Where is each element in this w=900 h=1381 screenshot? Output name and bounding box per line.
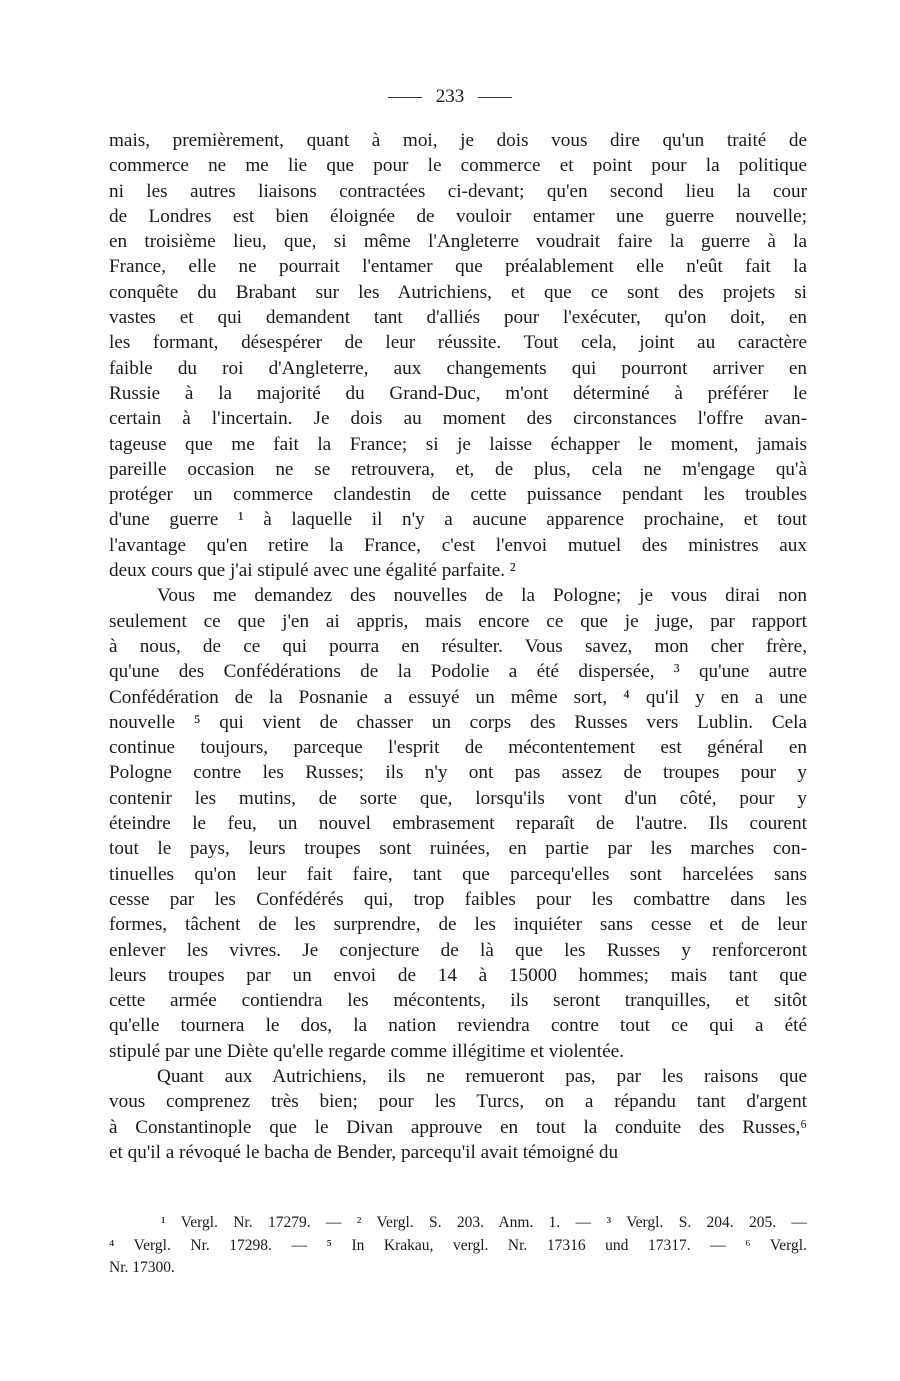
text-line: à nous, de ce qui pourra en résulter. Vous savez, mon cher frère,: [109, 635, 807, 657]
text-line: formes, tâchent de les surprendre, de les inquiéter sans cesse et de leur: [109, 914, 807, 936]
text-line: cette armée contiendra les mécontents, ils seront tranquilles, et sitôt: [109, 990, 807, 1012]
text-line: et qu'il a révoqué le bacha de Bender, parcequ'il avait témoigné du: [109, 1141, 619, 1163]
text-line: continue toujours, parceque l'esprit de mécontentement est général en: [109, 737, 807, 759]
text-line: leurs troupes par un envoi de 14 à 15000 hommes; mais tant que: [109, 964, 807, 986]
text-line: tout le pays, leurs troupes sont ruinées, en partie par les marches con-: [109, 838, 807, 860]
text-line: Quant aux Autrichiens, ils ne remueront pas, par les raisons que: [157, 1065, 807, 1087]
text-line: de Londres est bien éloignée de vouloir entamer une guerre nouvelle;: [109, 205, 807, 227]
text-line: stipulé par une Diète qu'elle regarde comme illégitime et violentée.: [109, 1040, 624, 1062]
footnotes: [109, 1212, 807, 1280]
text-line: qu'elle tournera le dos, la nation reviendra contre tout ce qui a été: [109, 1015, 807, 1037]
text-line: les formant, désespérer de leur réussite. Tout cela, joint au caractère: [109, 332, 807, 354]
text-line: commerce ne me lie que pour le commerce et point pour la politique: [109, 155, 807, 177]
page-number: 233: [435, 86, 465, 107]
header-rule-right: [478, 97, 512, 98]
footnote-line: ⁴ Vergl. Nr. 17298. — ⁵ In Krakau, vergl. Nr. 17316 und 17317. — ⁶ Vergl.: [109, 1236, 807, 1254]
text-line: nouvelle ⁵ qui vient de chasser un corps des Russes vers Lublin. Cela: [109, 711, 807, 733]
text-line: d'une guerre ¹ à laquelle il n'y a aucune apparence prochaine, et tout: [109, 509, 807, 531]
page-header: [0, 86, 900, 112]
text-line: ni les autres liaisons contractées ci-devant; qu'en second lieu la cour: [109, 180, 807, 202]
footnote-line: Nr. 17300.: [109, 1259, 175, 1276]
text-line: vous comprenez très bien; pour les Turcs, on a répandu tant d'argent: [109, 1091, 807, 1113]
text-line: France, elle ne pourrait l'entamer que préalablement elle n'eût fait la: [109, 256, 807, 278]
text-line: Russie à la majorité du Grand-Duc, m'ont déterminé à préférer le: [109, 382, 807, 404]
text-line: mais, premièrement, quant à moi, je dois vous dire qu'un traité de: [109, 130, 807, 151]
text-line: deux cours que j'ai stipulé avec une égalité parfaite. ²: [109, 560, 516, 582]
text-line: qu'une des Confédérations de la Podolie a été dispersée, ³ qu'une autre: [109, 661, 807, 683]
text-line: Vous me demandez des nouvelles de la Pologne; je vous dirai non: [157, 585, 807, 607]
text-line: Pologne contre les Russes; ils n'y ont pas assez de troupes pour y: [109, 762, 807, 784]
text-line: pareille occasion ne se retrouvera, et, de plus, cela ne m'engage qu'à: [109, 458, 807, 480]
text-line: vastes et qui demandent tant d'alliés pour l'exécuter, qu'on doit, en: [109, 307, 807, 329]
text-line: Confédération de la Posnanie a essuyé un même sort, ⁴ qu'il y en a une: [109, 686, 807, 708]
text-line: faible du roi d'Angleterre, aux changements qui pourront arriver en: [109, 357, 807, 379]
text-line: à Constantinople que le Divan approuve en tout la conduite des Russes,⁶: [109, 1116, 807, 1138]
header-rule-left: [388, 97, 422, 98]
text-line: tageuse que me fait la France; si je laisse échapper le moment, jamais: [109, 433, 807, 455]
text-line: protéger un commerce clandestin de cette puissance pendant les troubles: [109, 484, 807, 506]
text-line: l'avantage qu'en retire la France, c'est l'envoi mutuel des ministres aux: [109, 534, 807, 556]
text-line: enlever les vivres. Je conjecture de là que les Russes y renforceront: [109, 939, 807, 961]
text-line: cesse par les Confédérés qui, trop faibles pour les combattre dans les: [109, 888, 807, 910]
text-line: éteindre le feu, un nouvel embrasement reparaît de l'autre. Ils courent: [109, 813, 807, 835]
text-line: certain à l'incertain. Je dois au moment des circonstances l'offre avan-: [109, 408, 807, 430]
text-line: en troisième lieu, que, si même l'Angleterre voudrait faire la guerre à la: [109, 231, 807, 253]
text-line: tinuelles qu'on leur fait faire, tant que parcequ'elles sont harcelées sans: [109, 863, 807, 885]
footnote-line: ¹ Vergl. Nr. 17279. — ² Vergl. S. 203. Anm. 1. — ³ Vergl. S. 204. 205. —: [161, 1214, 807, 1231]
body-text: [109, 128, 807, 1165]
text-line: contenir les mutins, de sorte que, lorsqu'ils vont d'un côté, pour y: [109, 787, 807, 809]
text-line: seulement ce que j'en ai appris, mais encore ce que je juge, par rapport: [109, 610, 807, 632]
text-line: conquête du Brabant sur les Autrichiens, et que ce sont des projets si: [109, 281, 807, 303]
